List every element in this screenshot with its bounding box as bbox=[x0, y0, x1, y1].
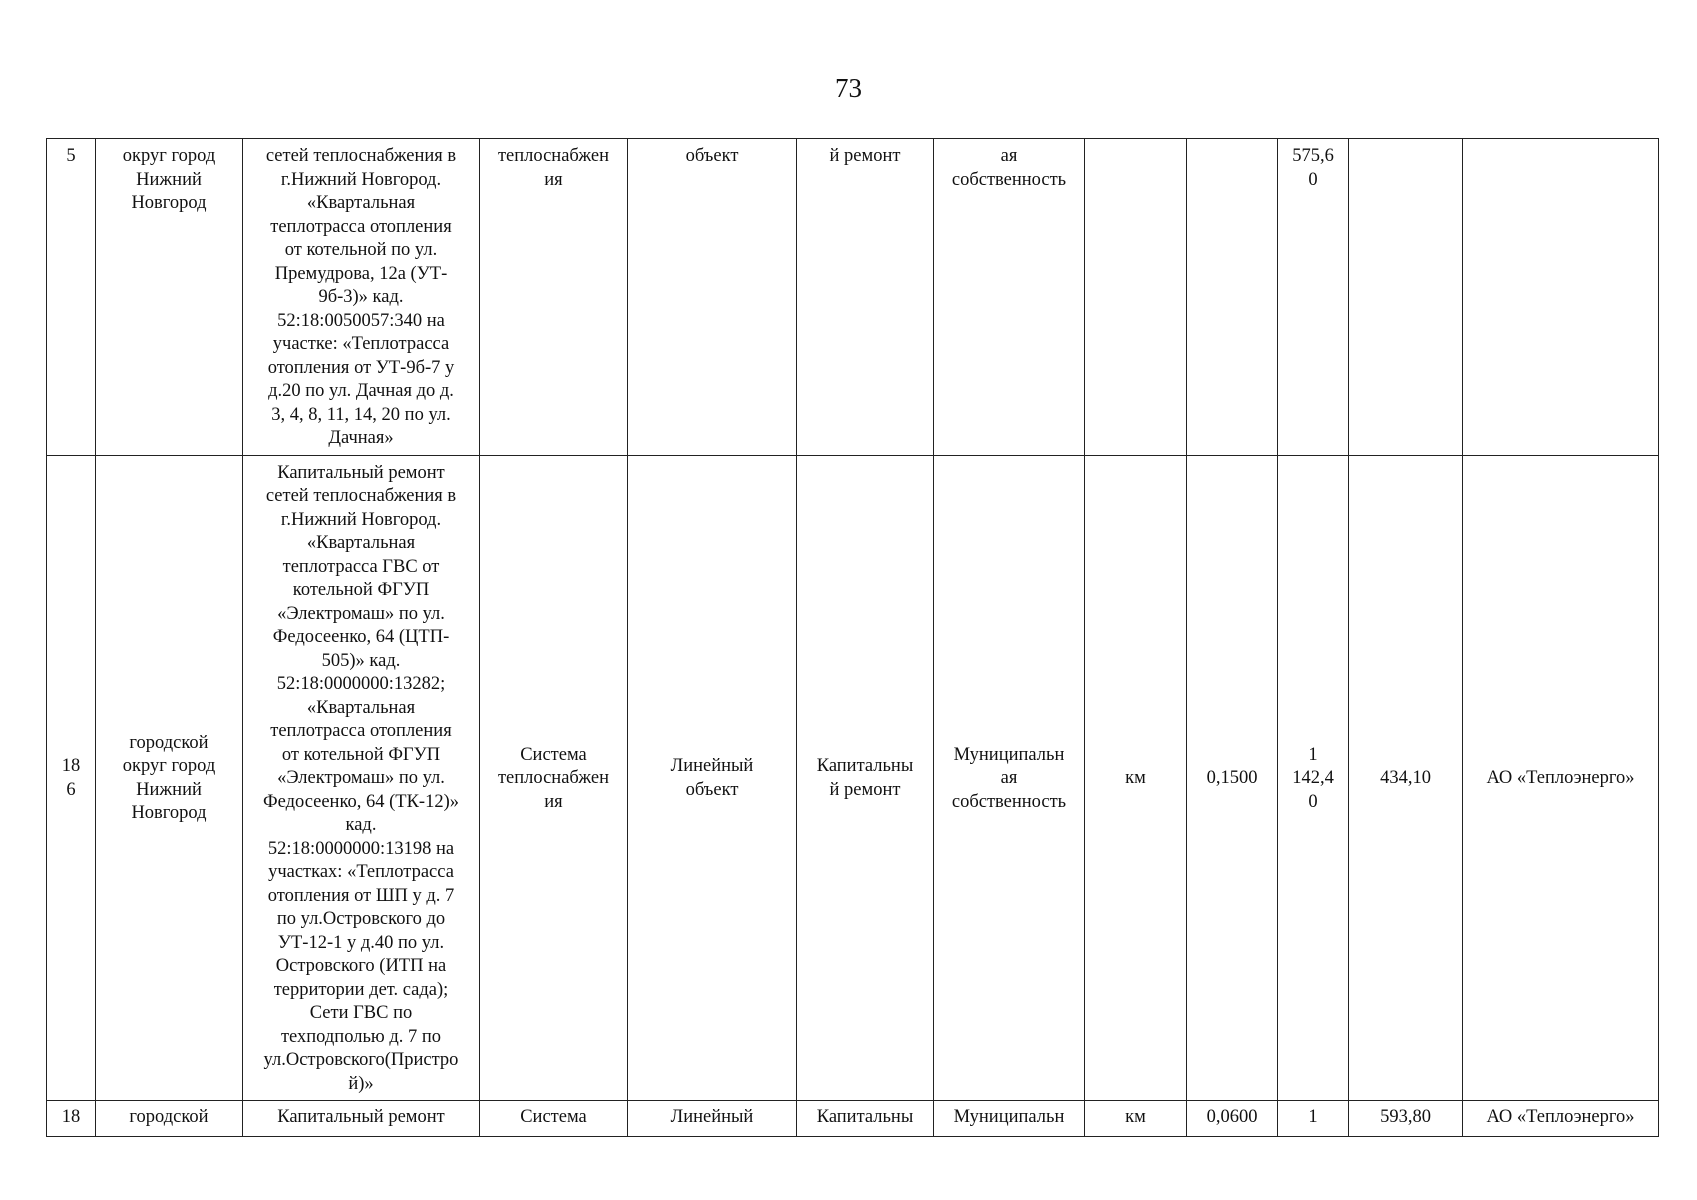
cell-system: теплоснабжен ия bbox=[480, 139, 628, 456]
cell-work-type: Капитальны bbox=[797, 1101, 934, 1137]
cell-object-name: Капитальный ремонт bbox=[243, 1101, 480, 1137]
cell-system: Система bbox=[480, 1101, 628, 1137]
cell-executor: АО «Теплоэнерго» bbox=[1463, 1101, 1659, 1137]
cell-municipality: городской bbox=[96, 1101, 243, 1137]
cell-unit bbox=[1085, 139, 1187, 456]
cell-executor bbox=[1463, 139, 1659, 456]
cell-cost: 1 142,4 0 bbox=[1278, 455, 1349, 1101]
cell-cost-2: 434,10 bbox=[1349, 455, 1463, 1101]
cell-work-type: й ремонт bbox=[797, 139, 934, 456]
cell-object-type: объект bbox=[628, 139, 797, 456]
cell-length: 0,0600 bbox=[1187, 1101, 1278, 1137]
cell-unit: км bbox=[1085, 455, 1187, 1101]
cell-ownership: Муниципальн bbox=[934, 1101, 1085, 1137]
cell-cost-2: 593,80 bbox=[1349, 1101, 1463, 1137]
cell-executor: АО «Теплоэнерго» bbox=[1463, 455, 1659, 1101]
cell-cost: 1 bbox=[1278, 1101, 1349, 1137]
table-row bbox=[47, 455, 1659, 1101]
cell-municipality: городской округ город Нижний Новгород bbox=[96, 455, 243, 1101]
cell-length bbox=[1187, 139, 1278, 456]
table-row bbox=[47, 1101, 1659, 1137]
cell-ownership: ая собственность bbox=[934, 139, 1085, 456]
cell-municipality: округ город Нижний Новгород bbox=[96, 139, 243, 456]
cell-unit: км bbox=[1085, 1101, 1187, 1137]
cell-number: 18 6 bbox=[47, 455, 96, 1101]
cell-number: 5 bbox=[47, 139, 96, 456]
table-row bbox=[47, 139, 1659, 456]
cell-object-type: Линейный bbox=[628, 1101, 797, 1137]
cell-ownership: Муниципальн ая собственность bbox=[934, 455, 1085, 1101]
cell-system: Система теплоснабжен ия bbox=[480, 455, 628, 1101]
page-number: 73 bbox=[835, 73, 862, 103]
cell-work-type: Капитальны й ремонт bbox=[797, 455, 934, 1101]
cell-object-type: Линейный объект bbox=[628, 455, 797, 1101]
cell-cost: 575,6 0 bbox=[1278, 139, 1349, 456]
cell-number: 18 bbox=[47, 1101, 96, 1137]
cell-object-name: сетей теплоснабжения в г.Нижний Новгород. «Квартальная теплотрасса отопления от котельной по ул. Премудрова, 12а (УТ- 9б-3)» кад. 52:18:0050057:340 на участке: «Теплотрасса отопления от УТ-9б-7 у д.20 по ул. Дачная до д. 3, 4, 8, 11, 14, 20 по ул. Дачная» bbox=[243, 139, 480, 456]
works-table bbox=[46, 138, 1659, 1137]
cell-object-name: Капитальный ремонт сетей теплоснабжения в г.Нижний Новгород. «Квартальная теплотрасса ГВС от котельной ФГУП «Электромаш» по ул. Федосеенко, 64 (ЦТП- 505)» кад. 52:18:0000000:13282; «Квартальная теплотрасса отопления от котельной ФГУП «Электромаш» по ул. Федосеенко, 64 (ТК-12)» кад. 52:18:0000000:13198 на участках: «Теплотрасса отопления от ШП у д. 7 по ул.Островского до УТ-12-1 у д.40 по ул. Островского (ИТП на территории дет. сада); Сети ГВС по техподполью д. 7 по ул.Островского(Пристро й)» bbox=[243, 455, 480, 1101]
cell-cost-2 bbox=[1349, 139, 1463, 456]
cell-length: 0,1500 bbox=[1187, 455, 1278, 1101]
